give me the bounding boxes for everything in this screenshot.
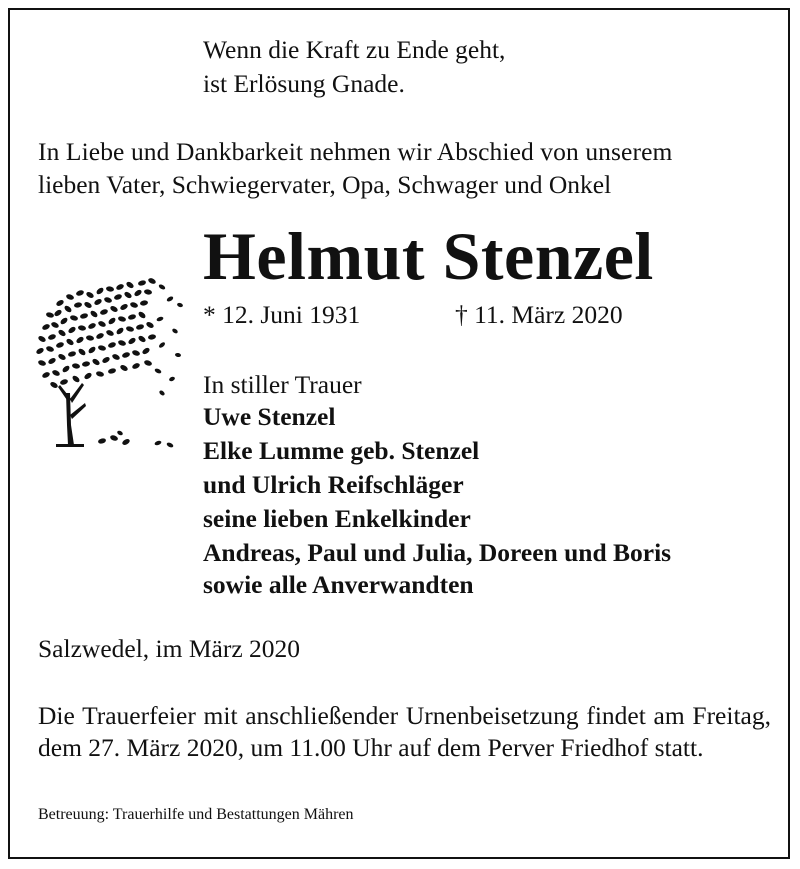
death-date: † 11. März 2020: [455, 300, 623, 329]
intro-line-1: In Liebe und Dankbarkeit nehmen wir Abschied von unserem: [38, 137, 673, 166]
deceased-name: Helmut Stenzel: [203, 218, 654, 294]
intro-line-2: lieben Vater, Schwiegervater, Opa, Schwager und Onkel: [38, 170, 612, 199]
birth-date: * 12. Juni 1931: [203, 300, 361, 329]
place-date: Salzwedel, im März 2020: [38, 634, 301, 663]
mourners-heading: In stiller Trauer: [203, 370, 362, 399]
mourner-line: sowie alle Anverwandten: [203, 570, 474, 599]
mourner-line: Andreas, Paul und Julia, Doreen und Boris: [203, 538, 672, 567]
mourner-line: Elke Lumme geb. Stenzel: [203, 436, 480, 465]
mourner-line: seine lieben Enkelkinder: [203, 504, 471, 533]
mourner-line: und Ulrich Reifschläger: [203, 470, 464, 499]
ceremony-text: Die Trauerfeier mit anschließender Urnenbeisetzung findet am Freitag, dem 27. März 2020, um 11.00 Uhr auf dem Perver Friedhof statt.: [38, 701, 771, 762]
motto-line-1: Wenn die Kraft zu Ende geht,: [203, 35, 506, 64]
motto-line-2: ist Erlösung Gnade.: [203, 69, 405, 98]
funeral-home-credit: Betreuung: Trauerhilfe und Bestattungen Mähren: [38, 806, 354, 823]
mourner-line: Uwe Stenzel: [203, 402, 336, 431]
tree-with-falling-leaves-icon: [30, 275, 195, 460]
